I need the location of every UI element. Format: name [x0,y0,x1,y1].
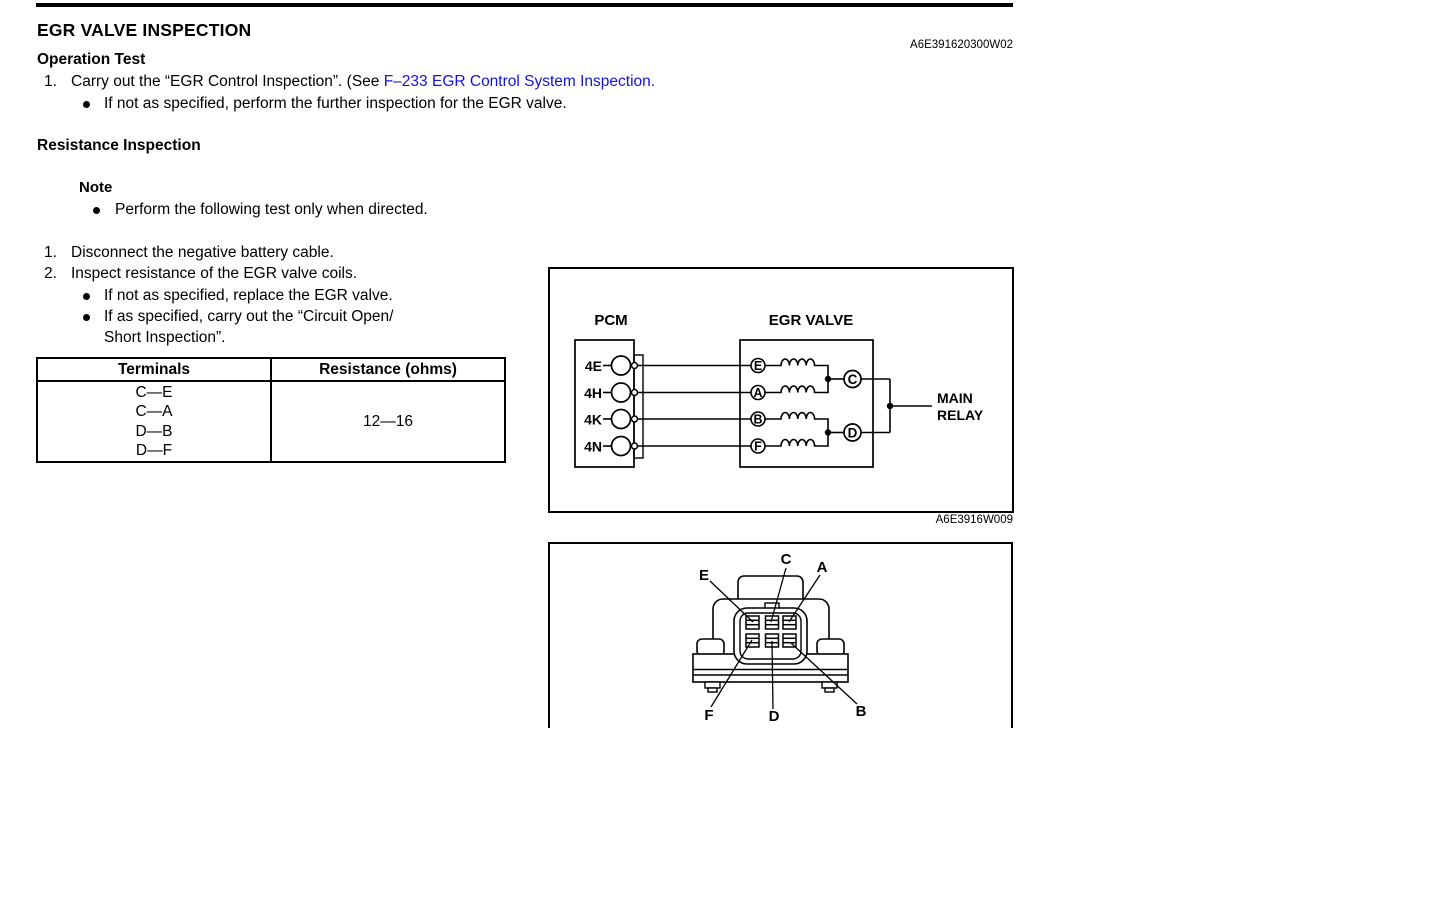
coil-symbol [765,413,828,433]
pcm-pin-label: 4K [584,411,602,428]
resistance-step-1 [44,244,334,262]
figure-wiring-diagram [548,267,1014,513]
pin-label-a: A [816,559,828,576]
resistance-bullet-2 [83,308,393,326]
operation-step-1 [44,73,655,91]
pin-label-c: C [780,551,792,568]
resistance-bullet-2-continuation: Short Inspection”. [104,329,226,346]
resistance-table [36,357,506,463]
coil-symbol [765,359,828,379]
column-header-resistance: Resistance (ohms) [271,358,505,381]
pcm-label: PCM [594,312,628,329]
pin-label-d: D [768,708,780,725]
coil-symbol [765,433,828,447]
page-title: EGR VALVE INSPECTION [37,20,252,40]
main-relay-wire [887,379,984,433]
svg-text:F: F [754,439,762,454]
pcm-pin-label: 4N [584,438,602,455]
step-number: 1. [44,73,57,90]
bullet-dot-icon [83,101,90,108]
common-terminal-c [825,371,890,388]
pin-label-b: B [855,703,867,720]
terminal-pair: C—A [135,403,173,420]
terminal-pair: D—F [135,442,173,459]
figure-code: A6E3916W009 [935,514,1013,526]
main-relay-label-line2: RELAY [937,407,984,423]
bullet-dot-icon [93,207,100,214]
link-egr-control-system-inspection[interactable]: F–233 EGR Control System Inspection. [383,73,656,90]
common-terminal-d [825,424,890,441]
pcm-pins [584,356,751,456]
pcm-pin-label: 4E [584,358,602,374]
bullet-text: If as specified, carry out the “Circuit Open/ [104,308,394,325]
svg-text:C: C [847,372,858,387]
terminals-cell [37,381,271,462]
bullet-dot-icon [83,314,90,321]
svg-text:B: B [753,412,763,427]
section-heading-resistance-inspection: Resistance Inspection [37,137,201,154]
pin-label-e: E [698,567,710,584]
bullet-text: If not as specified, replace the EGR valve. [104,287,393,304]
step-text: Inspect resistance of the EGR valve coils. [71,265,358,282]
resistance-step-2 [44,265,357,283]
egr-valve-label: EGR VALVE [768,312,854,329]
note-heading: Note [79,179,113,196]
top-rule [36,3,1013,7]
table-row [37,381,505,462]
note-bullet [93,201,428,219]
step-number: 1. [44,244,57,261]
doc-code: A6E391620300W02 [910,39,1013,51]
resistance-value-cell: 12—16 [271,381,505,462]
terminal-pair: C—E [135,383,173,401]
svg-text:E: E [753,359,763,373]
step-number: 2. [44,265,57,282]
note-bullet-text: Perform the following test only when directed. [115,201,428,218]
section-heading-operation-test: Operation Test [37,51,146,68]
pin-label-f: F [704,707,714,724]
column-header-terminals: Terminals [37,358,271,381]
step-text: Disconnect the negative battery cable. [71,244,334,261]
bullet-text: If not as specified, perform the further inspection for the EGR valve. [104,95,567,112]
operation-bullet [83,95,567,113]
terminal-pair: D—B [135,422,173,440]
main-relay-label-line1: MAIN [937,390,973,406]
pcm-pin-label: 4H [584,385,602,401]
svg-text:D: D [847,425,858,441]
egr-valve-coils [751,359,828,454]
resistance-bullet-1 [83,287,393,305]
bullet-dot-icon [83,293,90,300]
svg-text:A: A [753,386,763,400]
table-header-row [37,358,505,381]
figure-connector-view [548,542,1014,728]
step-text: Carry out the “EGR Control Inspection”. (See F–233 EGR Control System Inspection. [71,73,656,90]
coil-symbol [765,379,828,393]
